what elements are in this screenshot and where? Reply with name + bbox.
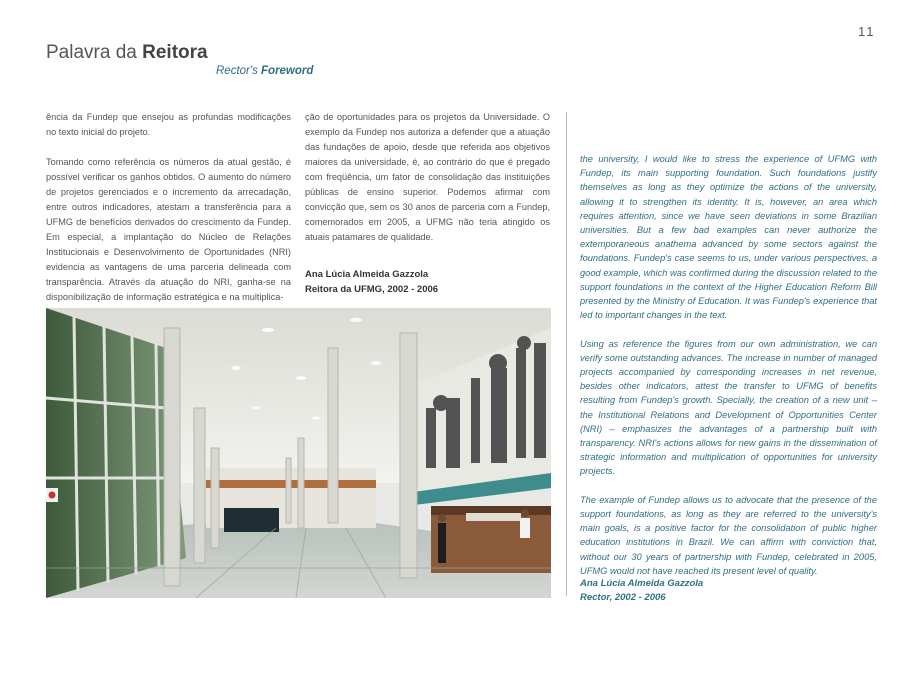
english-signature <box>580 577 703 605</box>
paragraph: Using as reference the figures from our own administration, we can verify some outstanding advances. The increase in number of managed projects accompanied by corresponding increases in net revenue, besides other indicators, attest the transfer to UFMG of benefits resulting from Fundep's growth. Specially, the creation of a new unit – the Institutional Relations and Development of Opportunities Center (NRI) – emphasizes the advantages of a partnership built with transparency. NRI's actions allows for new gains in the dissemination of strategic information and multiplication of opportunities for university projects. <box>580 338 877 477</box>
lobby-photo <box>46 308 551 598</box>
english-column <box>580 152 877 592</box>
page-subtitle-light: Rector's <box>216 65 262 77</box>
column-divider <box>566 112 567 596</box>
paragraph: The example of Fundep allows us to advocate that the presence of the support foundations, as long as they are referred to the university's main goals, is a positive factor for the consolidation of public higher education institutions in Brazil. We can affirm with conviction that, without our 30 years of partnership with Fundep, celebrated in 2005, UFMG would not have reached its present level of quality. <box>580 494 877 576</box>
paragraph: ção de oportunidades para os projetos da Universidade. O exemplo da Fundep nos autoriza a defender que a atuação das fundações de apoio, desde que referida aos objetivos maiores da universidade, é, ao contrário do que é pregado com freqüência, um fator de consolidação das instituições públicas de ensino superior. Podemos afirmar com convicção que, sem os 30 anos de parceria com a Fundep, comemorados em 2005, a UFMG não teria atingido os atuais patamares de qualidade. <box>305 112 550 242</box>
paragraph: ência da Fundep que ensejou as profundas modificações no texto inicial do projeto. <box>46 112 291 137</box>
portuguese-signature <box>305 267 438 297</box>
page-title-light: Palavra da <box>46 42 143 63</box>
paragraph: the university, I would like to stress the experience of UFMG with Fundep, its main supporting foundation. Such foundations justify themselves as long as they optimize the actions of the university, allowing it to strengthen its identity. It is, however, an area which requires attention, since we have seen deviations in some Brazilian universities. But a few bad examples can never authorize the extemporaneous anathema advanced by some sectors against the foundations. Fundep's case seems to us, under various perspectives, a good example, which was confirmed during the discussion related to the support foundations in the context of the Higher Education Reform Bill presented by the Ministry of Education. It was Fundep's experience that led to important changes in the text. <box>580 154 877 321</box>
page-title <box>46 42 208 64</box>
signature-role: Rector, 2002 - 2006 <box>580 592 666 603</box>
page-subtitle <box>216 65 313 77</box>
portuguese-column-2 <box>305 110 550 260</box>
page-title-bold: Reitora <box>142 42 208 63</box>
signature-role: Reitora da UFMG, 2002 - 2006 <box>305 284 439 295</box>
page-subtitle-bold: Foreword <box>261 65 314 77</box>
paragraph: Tomando como referência os números da atual gestão, é possível verificar os ganhos obtidos. O aumento do número de projetos gerenciados e o incremento da arrecadação, entre outros indicadores, atestam a transferência para a UFMG de benefícios derivados do crescimento da Fundep. Em especial, a implantação do Núcleo de Relações Institucionais e Desenvolvimento de Oportunidades (NRI) evidencia as vantagens de uma parceria delineada com transparência. Através da atuação do NRI, ganha-se na disponibilização de informação estratégica e na multiplica- <box>46 157 291 302</box>
portuguese-column-1 <box>46 110 291 320</box>
signature-name: Ana Lúcia Almeida Gazzola <box>305 269 429 280</box>
signature-name: Ana Lúcia Almeida Gazzola <box>580 578 704 589</box>
page-number: 11 <box>858 24 876 39</box>
